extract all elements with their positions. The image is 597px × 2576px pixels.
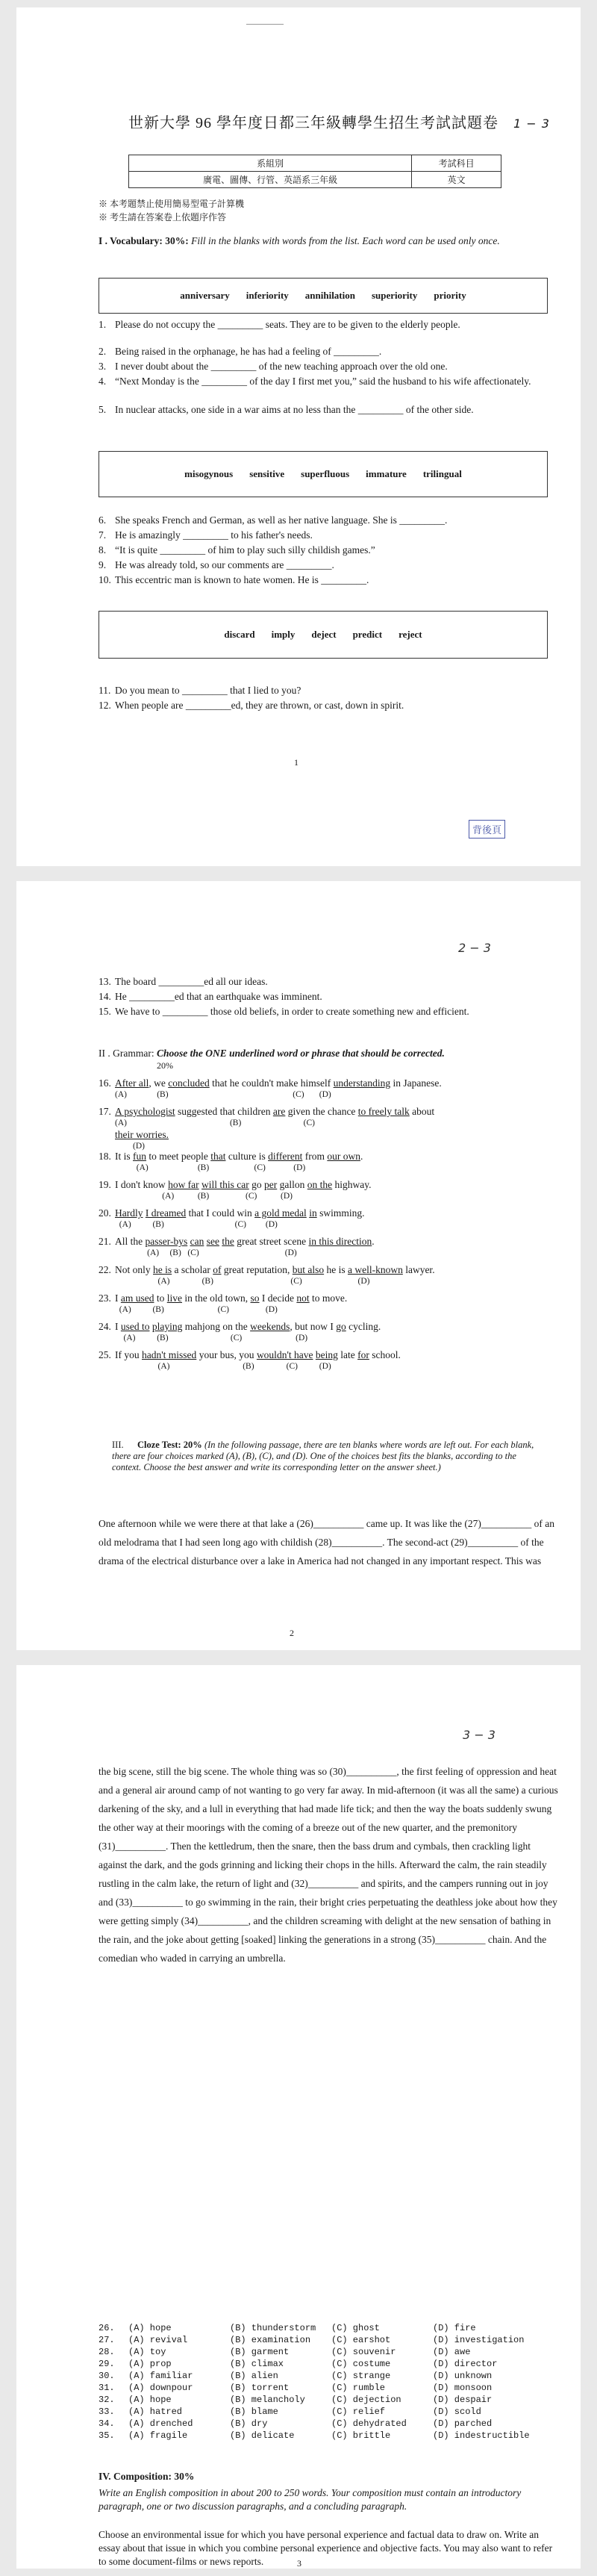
question-number: 17. — [99, 1106, 111, 1117]
dept-head: 系組別 — [129, 155, 412, 172]
question-text: “Next Monday is the _________ of the day I first met you,” said the husband to his wife affectionately. — [115, 376, 531, 387]
answer-letters: (A) (B) (C) (D) — [115, 1192, 293, 1201]
underlined-phrase: being — [315, 1349, 338, 1360]
question-number: 12. — [99, 700, 111, 711]
underlined-phrase: in this direction — [308, 1236, 372, 1247]
question-text: swimming. — [316, 1207, 365, 1219]
header-table — [128, 155, 501, 188]
question-text: lawyer. — [402, 1264, 435, 1275]
underlined-phrase: passer-bys — [145, 1236, 188, 1247]
underlined-phrase: the — [222, 1236, 234, 1247]
question-text: , but now I — [290, 1321, 337, 1332]
grammar-question — [99, 1320, 546, 1343]
choice-number: 33. — [99, 2407, 115, 2417]
question-15 — [99, 1005, 546, 1018]
choice-option: (C) rumble — [331, 2383, 386, 2393]
exam-title-text: 世新大學 96 學年度日都三年級轉學生招生考試試題卷 — [128, 115, 498, 131]
question-text: Please do not occupy the _________ seats. They are to be given to the elderly people. — [115, 319, 460, 330]
answer-letters: (D) — [133, 1142, 145, 1151]
underlined-phrase: hadn't missed — [142, 1349, 197, 1360]
choice-number: 30. — [99, 2371, 115, 2381]
word: trilingual — [422, 468, 462, 479]
choice-number: 34. — [99, 2418, 115, 2429]
underlined-phrase: that — [210, 1151, 226, 1162]
answer-letters: (A) (B) (C) (D) — [115, 1090, 331, 1099]
section-3-number: III. — [112, 1440, 124, 1450]
question-text: He was already told, so our comments are _________. — [115, 559, 334, 570]
word: inferiority — [246, 290, 289, 301]
section-4-title-text: IV. Composition: 30% — [99, 2471, 195, 2482]
question-14 — [99, 990, 546, 1004]
question-9 — [99, 559, 546, 572]
underlined-phrase: Hardly — [115, 1207, 143, 1219]
question-3 — [99, 360, 546, 373]
question-text: gallon — [277, 1179, 307, 1190]
choice-option: (B) climax — [230, 2359, 284, 2369]
underlined-phrase: so — [250, 1292, 260, 1304]
underlined-phrase: not — [296, 1292, 310, 1304]
choice-option: (B) alien — [230, 2371, 278, 2381]
underlined-phrase: are — [272, 1106, 286, 1117]
section-3-instruction: (In the following passage, there are ten blanks where words are left out. For each blank, there are four choices marked (A), (B), (C), and (D). One of the choices best fits the blanks, according to the context. Choose the best answer and write its corresponding letter on the answer sheet.) — [112, 1440, 534, 1472]
question-number: 10. — [99, 574, 111, 585]
section-4-title — [99, 2470, 322, 2483]
section-1-heading — [99, 234, 546, 248]
page-range-mark: 3 − 3 — [463, 1728, 496, 1742]
underlined-phrase: playing — [151, 1321, 183, 1332]
section-1-instruction: Fill in the blanks with words from the list. Each word can be used only once. — [191, 235, 500, 246]
question-text: from — [302, 1151, 328, 1162]
choice-row — [99, 2394, 557, 2406]
choice-option: (B) garment — [230, 2347, 290, 2357]
question-text: I decide — [259, 1292, 297, 1304]
dept-value: 廣電、圖傳、行管、英語系三年級 — [129, 172, 412, 188]
choice-row — [99, 2346, 557, 2358]
question-number: 22. — [99, 1264, 111, 1275]
answer-letters: (A) (B) (C) (D) — [115, 1163, 306, 1172]
question-number: 6. — [99, 514, 107, 526]
choice-option: (B) thunderstorm — [230, 2323, 316, 2333]
choice-option: (A) revival — [128, 2335, 188, 2345]
underlined-phrase: a gold medal — [254, 1207, 307, 1219]
question-text: . — [360, 1151, 363, 1162]
question-text: It is — [115, 1151, 134, 1162]
choice-option: (D) fire — [433, 2323, 476, 2333]
choice-option: (A) toy — [128, 2347, 166, 2357]
choice-row — [99, 2334, 557, 2346]
question-number: 19. — [99, 1179, 111, 1190]
section-3-block — [112, 1440, 545, 1473]
choice-row — [99, 2370, 557, 2382]
choice-option: (B) dry — [230, 2418, 268, 2429]
question-10 — [99, 573, 546, 587]
choice-option: (A) fragile — [128, 2430, 188, 2441]
choice-option: (D) unknown — [433, 2371, 493, 2381]
question-8 — [99, 544, 546, 557]
grammar-question — [99, 1077, 546, 1100]
underlined-phrase: to freely talk — [357, 1106, 410, 1117]
question-text: late — [337, 1349, 358, 1360]
question-text: We have to _________ those old beliefs, in order to create something new and efficient. — [115, 1006, 469, 1017]
question-text: When people are _________ed, they are thrown, or cast, down in spirit. — [115, 700, 404, 711]
question-text: great street scene — [234, 1236, 309, 1247]
choice-option: (C) strange — [331, 2371, 391, 2381]
underlined-phrase: for — [357, 1349, 369, 1360]
question-number: 20. — [99, 1207, 111, 1219]
choice-number: 32. — [99, 2395, 115, 2405]
answer-letters: (A) (B) (C) (D) — [115, 1277, 370, 1286]
question-number: 25. — [99, 1349, 111, 1360]
word-box-2 — [99, 451, 548, 497]
choice-option: (C) costume — [331, 2359, 391, 2369]
question-2 — [99, 345, 546, 358]
question-text: Not only — [115, 1264, 154, 1275]
underlined-phrase: he is — [153, 1264, 172, 1275]
question-number: 11. — [99, 685, 111, 696]
question-text: that he couldn't make himself — [209, 1077, 334, 1089]
underlined-phrase: of — [213, 1264, 222, 1275]
choice-option: (A) familiar — [128, 2371, 193, 2381]
choice-option: (B) blame — [230, 2407, 278, 2417]
page-number: 2 — [290, 1628, 294, 1638]
grammar-question — [99, 1105, 546, 1151]
grammar-question — [99, 1207, 546, 1230]
underlined-phrase: used to — [120, 1321, 150, 1332]
underlined-phrase: wouldn't have — [256, 1349, 313, 1360]
page-number: 3 — [297, 2558, 301, 2569]
question-number: 4. — [99, 376, 107, 387]
answer-letters: (A) (B) (C) — [115, 1119, 315, 1127]
question-text: your bus, you — [196, 1349, 257, 1360]
word: sensitive — [249, 468, 285, 479]
section-4-instruction — [99, 2486, 554, 2513]
question-text: In nuclear attacks, one side in a war aims at no less than the _________ of the other side. — [115, 404, 474, 415]
choice-option: (D) despair — [433, 2395, 493, 2405]
question-text: to — [154, 1292, 167, 1304]
choice-row — [99, 2406, 557, 2418]
question-6 — [99, 514, 546, 527]
grammar-question — [99, 1263, 546, 1287]
question-text: This eccentric man is known to hate women. He is _________. — [115, 574, 369, 585]
choice-option: (A) downpour — [128, 2383, 193, 2393]
page-range-mark: 1 − 3 — [513, 116, 550, 131]
choice-number: 29. — [99, 2359, 115, 2369]
question-text: culture is — [225, 1151, 269, 1162]
choice-option: (D) monsoon — [433, 2383, 493, 2393]
question-text: All the — [115, 1236, 146, 1247]
choice-number: 31. — [99, 2383, 115, 2393]
question-text: that I could win — [186, 1207, 255, 1219]
underlined-phrase: but also — [292, 1264, 325, 1275]
question-number: 1. — [99, 319, 107, 330]
question-text: If you — [115, 1349, 142, 1360]
choice-option: (D) indestructible — [433, 2430, 530, 2441]
question-number: 14. — [99, 991, 111, 1002]
answer-letters: (A) (B) (C) (D) — [115, 1248, 297, 1257]
exam-title — [128, 111, 550, 132]
question-number: 9. — [99, 559, 107, 570]
underlined-phrase: concluded — [168, 1077, 210, 1089]
question-text: I — [115, 1292, 121, 1304]
exam-page-3 — [16, 1665, 581, 2569]
cloze-passage-part-2: the big scene, still the big scene. The whole thing was so (30)__________, the first feeling of oppression and heat and a general air around camp of not wanting to go very far away. In mid-afternoon (it was all the same) a curious darkening of the sky, and a lull in everything that had made life tick; and then the way the boats suddenly swung the other way at their moorings with the coming of a breeze out of the new quarter, and the premonitory (31)__________. Then the kettledrum, then the snare, then the bass drum and cymbals, then crackling light against the dark, and the gods grinning and licking their chops in the hills. Afterward the calm, the rain steadily rustling in the calm lake, the return of light and (32)__________ and spirits, and the campers running out in joy and (33)__________ to go swimming in the rain, their bright cries perpetuating the deathless joke about how they were getting simply (34)__________, and the children screaming with delight at the new sensation of bathing in the rain, and the joke about getting [soaked] linking the generations in a strong (35)__________ chain. And the comedian who waded in carrying an umbrella. — [99, 1766, 558, 1964]
question-number: 21. — [99, 1236, 111, 1247]
underlined-phrase: will this car — [201, 1179, 249, 1190]
question-text: I — [115, 1321, 121, 1332]
question-text: I never doubt about the _________ of the new teaching approach over the old one. — [115, 361, 448, 372]
cloze-choices — [99, 2322, 557, 2442]
question-number: 15. — [99, 1006, 111, 1017]
section-2-instruction: Choose the ONE underlined word or phrase that should be corrected. — [156, 1048, 445, 1059]
answer-letters: (A) (B) (C) (D) — [115, 1362, 331, 1371]
answer-letters: (A) (B) (C) (D) — [115, 1220, 278, 1229]
question-text: “It is quite _________ of him to play such silly childish games.” — [115, 544, 375, 556]
question-text: She speaks French and German, as well as her native language. She is _________. — [115, 514, 448, 526]
choice-option: (C) earshot — [331, 2335, 391, 2345]
exam-page-2 — [16, 881, 581, 1650]
underlined-phrase: After all — [115, 1077, 149, 1089]
underlined-phrase: different — [268, 1151, 303, 1162]
underlined-phrase: live — [166, 1292, 183, 1304]
question-number: 3. — [99, 361, 107, 372]
word: imply — [271, 629, 296, 640]
choice-option: (A) hope — [128, 2323, 172, 2333]
word: anniversary — [180, 290, 230, 301]
choice-option: (D) awe — [433, 2347, 471, 2357]
question-text: He is amazingly _________ to his father's needs. — [115, 529, 313, 541]
choice-row — [99, 2358, 557, 2370]
choice-option: (C) brittle — [331, 2430, 391, 2441]
choice-number: 26. — [99, 2323, 115, 2333]
section-4-instruction-text: Write an English composition in about 200 to 250 words. Your composition must contain an introductory paragraph, one or two discussion paragraphs, and a concluding paragraph. — [99, 2487, 522, 2512]
question-text: go — [249, 1179, 265, 1190]
underlined-phrase: a well-known — [347, 1264, 403, 1275]
question-text: Do you mean to _________ that I lied to you? — [115, 685, 301, 696]
question-text: I don't know — [115, 1179, 169, 1190]
choice-option: (A) hatred — [128, 2407, 183, 2417]
question-text: The board _________ed all our ideas. — [115, 976, 268, 987]
question-number: 7. — [99, 529, 107, 541]
choice-option: (D) scold — [433, 2407, 481, 2417]
question-7 — [99, 529, 546, 542]
subject-head: 考試科目 — [412, 155, 501, 172]
question-text: cycling. — [346, 1321, 381, 1332]
question-text: to move. — [309, 1292, 348, 1304]
page-range-mark: 2 − 3 — [458, 941, 491, 955]
question-text: given the chance — [285, 1106, 358, 1117]
section-3-title: Cloze Test: 20% — [137, 1440, 202, 1450]
question-1 — [99, 318, 546, 332]
question-text: about — [409, 1106, 435, 1117]
question-number: 23. — [99, 1292, 111, 1304]
choice-option: (C) souvenir — [331, 2347, 396, 2357]
choice-option: (C) dehydrated — [331, 2418, 407, 2429]
choice-number: 35. — [99, 2430, 115, 2441]
answer-letters: (A) (B) (C) (D) — [115, 1305, 278, 1314]
underlined-phrase: I dreamed — [145, 1207, 187, 1219]
choice-option: (D) director — [433, 2359, 498, 2369]
grammar-question — [99, 1348, 546, 1372]
grammar-question — [99, 1292, 546, 1315]
underlined-phrase: weekends — [250, 1321, 290, 1332]
question-number: 8. — [99, 544, 107, 556]
section-2-title: II . Grammar: — [99, 1048, 154, 1059]
word: immature — [366, 468, 407, 479]
choice-option: (A) hope — [128, 2395, 172, 2405]
word-box-1 — [99, 278, 548, 314]
answer-letters: (A) (B) (C) (D) — [115, 1334, 308, 1343]
choice-number: 28. — [99, 2347, 115, 2357]
turn-over-stamp: 背後頁 — [469, 820, 505, 839]
exam-page-1 — [16, 7, 581, 866]
question-number: 24. — [99, 1321, 111, 1332]
section-1-title: I . Vocabulary: 30%: — [99, 235, 189, 246]
choice-row — [99, 2382, 557, 2394]
word: misogynous — [184, 468, 234, 479]
question-text: mahjong on the — [182, 1321, 251, 1332]
page-number: 1 — [294, 757, 298, 768]
underlined-phrase: go — [336, 1321, 346, 1332]
underlined-phrase: fun — [133, 1151, 147, 1162]
question-4 — [99, 375, 546, 388]
word: predict — [352, 629, 383, 640]
question-11 — [99, 684, 546, 697]
word: superfluous — [301, 468, 350, 479]
question-text: highway. — [332, 1179, 372, 1190]
question-text: in Japanese. — [390, 1077, 442, 1089]
choice-option: (B) melancholy — [230, 2395, 305, 2405]
choice-option: (C) relief — [331, 2407, 386, 2417]
word-box-3 — [99, 611, 548, 659]
section-4-body: Choose an environmental issue for which you have personal experience and factual data to draw on. Write an essay about that issue in which you combine personal experience and objective facts. You may also want to refer to some document-films or news reports. — [99, 2529, 553, 2567]
grammar-question — [99, 1235, 546, 1258]
note-2: ※ 考生請在答案卷上依題序作答 — [99, 212, 227, 223]
question-text: school. — [369, 1349, 401, 1360]
choice-option: (A) prop — [128, 2359, 172, 2369]
underlined-phrase: our own — [327, 1151, 360, 1162]
question-text: to meet people — [146, 1151, 211, 1162]
word: reject — [398, 629, 422, 640]
question-text: . — [372, 1236, 375, 1247]
subject-value: 英文 — [412, 172, 501, 188]
choice-option: (A) drenched — [128, 2418, 193, 2429]
word: discard — [224, 629, 255, 640]
word: deject — [311, 629, 337, 640]
question-continuation — [99, 1128, 546, 1142]
underlined-phrase: understanding — [333, 1077, 391, 1089]
question-number: 5. — [99, 404, 107, 415]
choice-row — [99, 2322, 557, 2334]
choice-option: (B) torrent — [230, 2383, 290, 2393]
choice-option: (B) examination — [230, 2335, 311, 2345]
note-1: ※ 本考題禁止使用簡易型電子計算機 — [99, 199, 245, 209]
question-number: 18. — [99, 1151, 111, 1162]
word: annihilation — [304, 290, 355, 301]
grammar-question — [99, 1178, 546, 1201]
question-5 — [99, 403, 546, 417]
choice-row — [99, 2430, 557, 2442]
question-text: a scholar — [172, 1264, 213, 1275]
choice-option: (B) delicate — [230, 2430, 295, 2441]
underlined-phrase: in — [309, 1207, 317, 1219]
underlined-phrase: am used — [120, 1292, 154, 1304]
choice-option: (C) ghost — [331, 2323, 380, 2333]
word: priority — [434, 290, 466, 301]
choice-option: (C) dejection — [331, 2395, 401, 2405]
question-text: suggested that children — [175, 1106, 273, 1117]
question-text: He _________ed that an earthquake was imminent. — [115, 991, 322, 1002]
word: superiority — [371, 290, 418, 301]
question-number: 13. — [99, 976, 111, 987]
question-text: , we — [149, 1077, 169, 1089]
choice-option: (D) investigation — [433, 2335, 525, 2345]
underlined-phrase: how far — [168, 1179, 199, 1190]
choice-row — [99, 2418, 557, 2430]
question-number: 2. — [99, 346, 107, 357]
scan-line — [246, 24, 284, 25]
question-text: in the old town, — [182, 1292, 251, 1304]
choice-option: (D) parched — [433, 2418, 493, 2429]
underlined-phrase: on the — [307, 1179, 333, 1190]
question-text: great reputation, — [221, 1264, 293, 1275]
choice-number: 27. — [99, 2335, 115, 2345]
question-12 — [99, 699, 546, 712]
underlined-phrase: their worries. — [115, 1129, 169, 1140]
question-text: he is — [324, 1264, 348, 1275]
question-13 — [99, 975, 546, 989]
cloze-passage-part-1: One afternoon while we were there at that lake a (26)__________ came up. It was like the (27)__________ of an old melodrama that I had seen long ago with childish (28)__________. The second-act (29)__________ of the drama of the electrical disturbance over a lake in America had not changed in any important respect. This was — [99, 1518, 555, 1567]
underlined-phrase: can — [190, 1236, 204, 1247]
section-2-percent: 20% — [157, 1060, 173, 1071]
grammar-question — [99, 1150, 546, 1173]
underlined-phrase: A psychologist — [115, 1106, 175, 1117]
underlined-phrase: see — [206, 1236, 219, 1247]
question-number: 16. — [99, 1077, 111, 1089]
underlined-phrase: per — [264, 1179, 278, 1190]
question-text: Being raised in the orphanage, he has had a feeling of _________. — [115, 346, 382, 357]
